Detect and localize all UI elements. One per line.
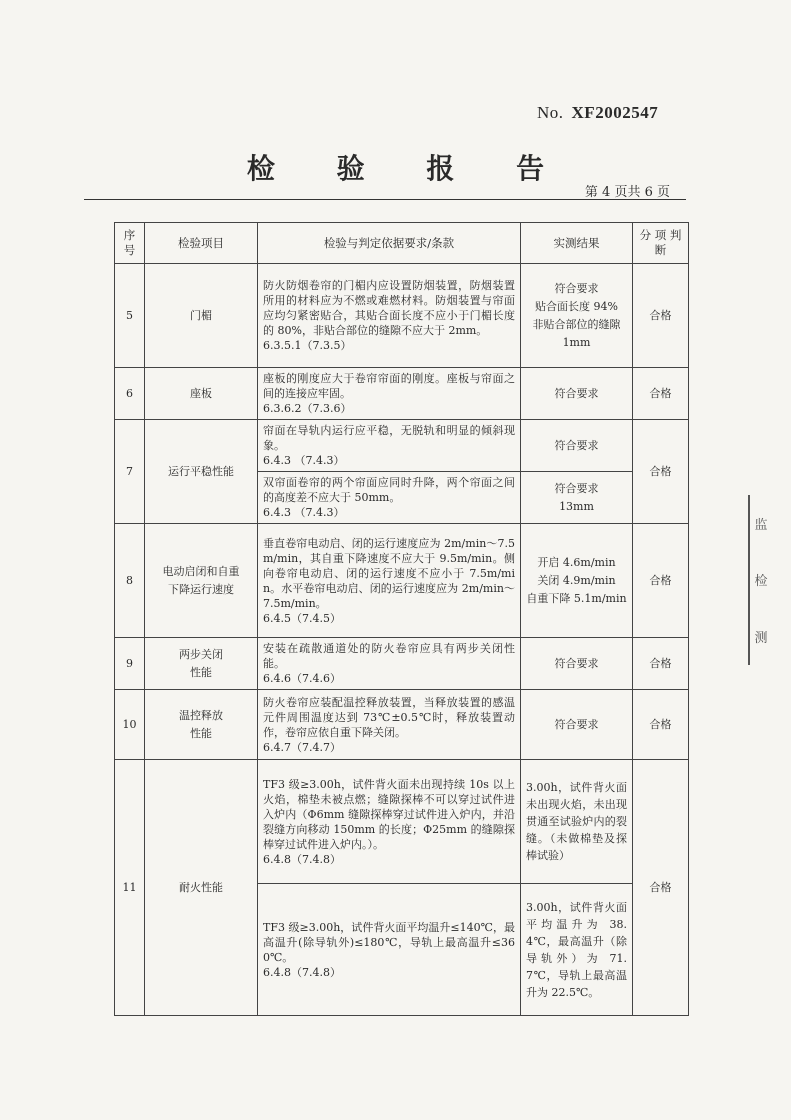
requirement-text: 座板的刚度应大于卷帘帘面的刚度。座板与帘面之间的连接应牢固。 [263, 372, 515, 400]
item-line: 电动启闭和自重 [162, 564, 240, 578]
header-result: 实测结果 [521, 223, 633, 264]
row-verdict: 合格 [633, 638, 689, 690]
requirement-text: TF3 级≥3.00h，试件背火面平均温升≤140℃，最高温升(除导轨外)≤180℃，导轨上最高温升≤360℃。 [263, 920, 515, 964]
table-header-row [115, 223, 689, 264]
row-seq: 5 [115, 264, 145, 368]
row-result: 3.00h，试件背火面平均温升为 38.4℃，最高温升（除导轨外）为 71.7℃，导轨上最高温升为 22.5℃。 [521, 884, 633, 1016]
report-number-label: No. [537, 103, 564, 122]
report-number-value: XF2002547 [571, 103, 659, 122]
requirement-clause: 6.4.8（7.4.8） [263, 965, 341, 979]
row-result [521, 524, 633, 638]
row-seq: 11 [115, 760, 145, 1016]
row-seq: 10 [115, 690, 145, 760]
requirement-text: 安装在疏散通道处的防火卷帘应具有两步关闭性能。 [263, 642, 515, 670]
requirement-clause: 6.4.5（7.4.5） [263, 611, 341, 625]
side-seal-mark [748, 495, 772, 665]
inspection-table [114, 222, 689, 1016]
row-verdict: 合格 [633, 690, 689, 760]
requirement-text: 防火卷帘应装配温控释放装置，当释放装置的感温元件周围温度达到 73℃±0.5℃时，释放装置动作，卷帘应依自重下降关闭。 [263, 695, 515, 739]
result-line: 符合要求 [554, 281, 599, 295]
result-line: 1mm [562, 335, 591, 349]
row-verdict: 合格 [633, 760, 689, 1016]
requirement-clause: 6.4.8（7.4.8） [263, 852, 341, 866]
row-result: 符合要求 [521, 638, 633, 690]
row-item: 座板 [145, 368, 258, 420]
item-line: 温控释放 [179, 708, 223, 722]
requirement-clause: 6.4.3 （7.4.3） [263, 454, 345, 467]
header-requirement: 检验与判定依据要求/条款 [258, 223, 521, 264]
page-indicator: 第 4 页共 6 页 [584, 185, 670, 200]
requirement-text: 双帘面卷帘的两个帘面应同时升降，两个帘面之间的高度差不应大于 50mm。 [263, 476, 515, 504]
row-seq: 9 [115, 638, 145, 690]
item-line: 下降运行速度 [168, 582, 234, 596]
row-result: 3.00h，试件背火面未出现火焰，未出现贯通至试验炉内的裂缝。（未做棉垫及探棒试验） [521, 760, 633, 884]
table-row [115, 368, 689, 420]
requirement-clause: 6.4.7（7.4.7） [263, 740, 341, 754]
result-line: 贴合面长度 94% [535, 299, 618, 313]
seal-char: 测 [754, 631, 768, 647]
table-row [115, 420, 689, 472]
seal-char: 监 [754, 517, 768, 533]
row-requirement [258, 760, 521, 884]
requirement-clause: 6.3.6.2（7.3.6） [263, 402, 352, 415]
row-seq: 7 [115, 420, 145, 524]
row-requirement [258, 638, 521, 690]
report-title: 检 验 报 告 [246, 152, 571, 185]
table-row [115, 524, 689, 638]
result-line: 13mm [559, 499, 594, 513]
requirement-text: 防火防烟卷帘的门楣内应设置防烟装置，防烟装置所用的材料应为不燃或难燃材料。防烟装置与帘面应均匀紧密贴合，其贴合面长度不应小于门楣长度的 80%，非贴合部位的缝隙不应大于 2mm。 [263, 279, 515, 337]
report-number [537, 103, 658, 123]
seal-char: 检 [754, 574, 768, 590]
row-item [145, 690, 258, 760]
item-line: 性能 [190, 726, 212, 740]
row-requirement [258, 264, 521, 368]
row-item [145, 524, 258, 638]
result-line: 非贴合部位的缝隙 [532, 317, 621, 331]
requirement-clause: 6.4.6（7.4.6） [263, 672, 341, 685]
result-line: 开启 4.6m/min [537, 555, 616, 569]
result-line: 自重下降 5.1m/min [526, 591, 627, 605]
requirement-clause: 6.3.5.1（7.3.5） [263, 339, 352, 352]
table-row [115, 264, 689, 368]
result-line: 符合要求 [554, 481, 599, 495]
row-verdict: 合格 [633, 524, 689, 638]
row-requirement [258, 420, 521, 472]
row-result [521, 472, 633, 524]
row-result: 符合要求 [521, 368, 633, 420]
row-result [521, 264, 633, 368]
row-requirement [258, 472, 521, 524]
row-item: 运行平稳性能 [145, 420, 258, 524]
row-requirement [258, 690, 521, 760]
table-row [115, 690, 689, 760]
header-divider [84, 199, 686, 200]
row-verdict: 合格 [633, 368, 689, 420]
item-line: 两步关闭 [179, 647, 223, 661]
row-requirement [258, 884, 521, 1016]
requirement-clause: 6.4.3 （7.4.3） [263, 506, 345, 519]
header-seq: 序号 [115, 223, 145, 264]
row-verdict: 合格 [633, 420, 689, 524]
item-line: 性能 [190, 665, 212, 679]
row-requirement [258, 524, 521, 638]
table-row [115, 760, 689, 884]
row-seq: 6 [115, 368, 145, 420]
table-row [115, 638, 689, 690]
row-seq: 8 [115, 524, 145, 638]
requirement-text: 垂直卷帘电动启、闭的运行速度应为 2m/min～7.5m/min，其自重下降速度不应大于 9.5m/min。侧向卷帘电动启、闭的运行速度不应小于 7.5m/min。水平卷帘电动启、闭的运行速度应为 2m/min～7.5m/min。 [263, 536, 515, 610]
row-item: 耐火性能 [145, 760, 258, 1016]
row-result: 符合要求 [521, 420, 633, 472]
row-requirement [258, 368, 521, 420]
header-verdict: 分 项 判 断 [633, 223, 689, 264]
row-item: 门楣 [145, 264, 258, 368]
header-item: 检验项目 [145, 223, 258, 264]
row-item [145, 638, 258, 690]
requirement-text: 帘面在导轨内运行应平稳，无脱轨和明显的倾斜现象。 [263, 424, 515, 452]
result-line: 关闭 4.9m/min [537, 573, 616, 587]
row-result: 符合要求 [521, 690, 633, 760]
requirement-text: TF3 级≥3.00h，试件背火面未出现持续 10s 以上火焰，棉垫未被点燃；缝隙探棒不可以穿过试件进入炉内（Φ6mm 缝隙探棒穿过试件进入炉内，并沿裂缝方向移动 150mm 的长度；Φ25mm 的缝隙探棒穿过试件进入炉内。）。 [263, 777, 515, 851]
row-verdict: 合格 [633, 264, 689, 368]
